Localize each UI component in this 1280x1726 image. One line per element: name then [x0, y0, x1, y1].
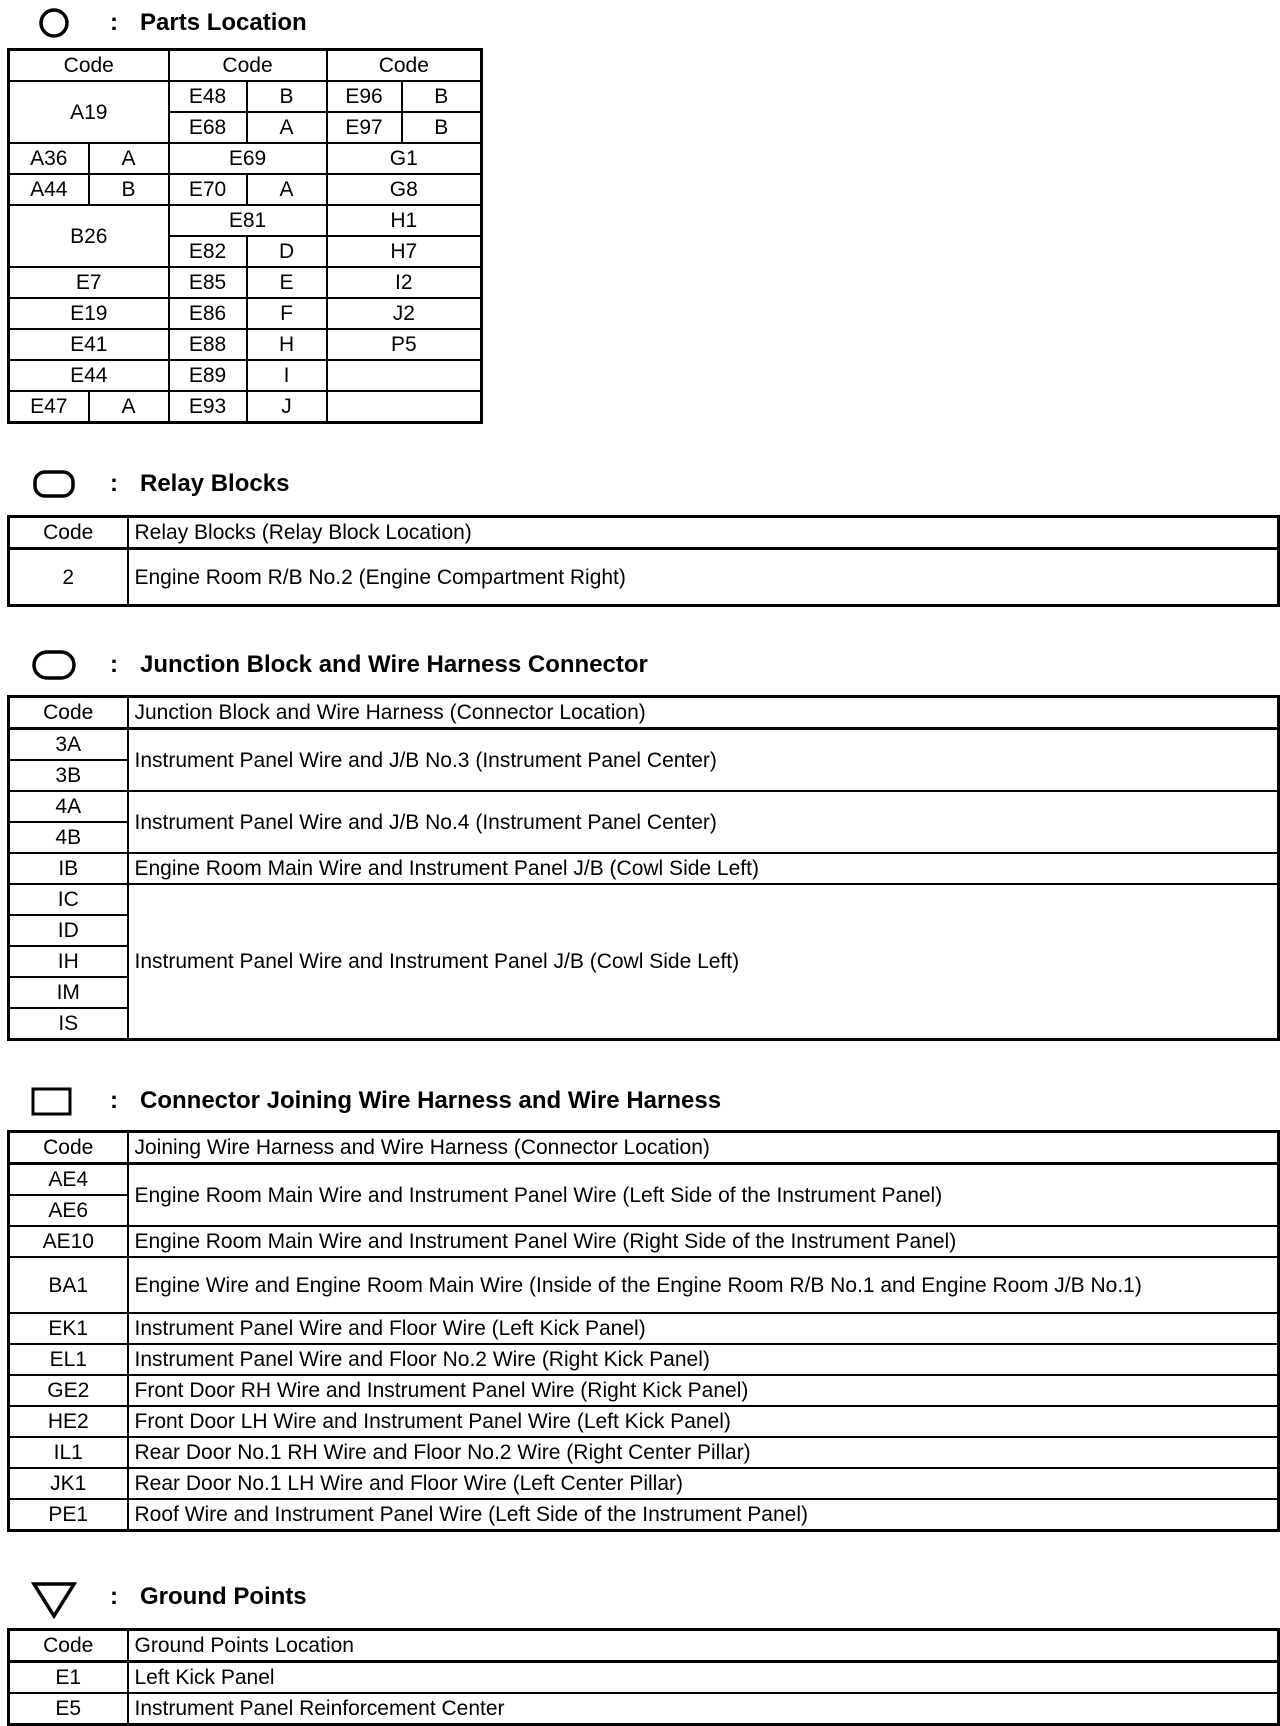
junction-block-title: Junction Block and Wire Harness Connector [140, 651, 648, 678]
junction-block-heading [28, 648, 648, 682]
table-row [9, 1164, 1279, 1196]
part-code: E97 [327, 112, 402, 143]
table-row [9, 791, 1279, 822]
location-cell: Instrument Panel Wire and Floor Wire (Left Kick Panel) [128, 1313, 1279, 1344]
part-code: E44 [9, 360, 169, 391]
circle-icon [28, 6, 80, 40]
code-cell: 4A [9, 791, 128, 822]
connector-joining-title: Connector Joining Wire Harness and Wire Harness [140, 1087, 722, 1114]
part-code: A36 [9, 143, 89, 174]
part-sub-code: A [89, 143, 169, 174]
ground-points-table [7, 1628, 1280, 1726]
part-code: E86 [169, 298, 247, 329]
code-cell: AE6 [9, 1195, 128, 1226]
part-sub-code: I [247, 360, 327, 391]
header-row [9, 1630, 1279, 1662]
part-code: E7 [9, 267, 169, 298]
part-sub-code: F [247, 298, 327, 329]
square-icon [28, 1084, 80, 1118]
part-code: E19 [9, 298, 169, 329]
part-code: E47 [9, 391, 89, 423]
part-code: G8 [327, 174, 482, 205]
location-cell: Engine Room Main Wire and Instrument Panel J/B (Cowl Side Left) [128, 853, 1279, 884]
part-code: E85 [169, 267, 247, 298]
location-cell: Instrument Panel Wire and J/B No.3 (Instrument Panel Center) [128, 729, 1279, 792]
junction-block-table [7, 695, 1280, 1041]
code-cell: ID [9, 915, 128, 946]
part-code: E82 [169, 236, 247, 267]
relay-blocks-table [7, 515, 1280, 607]
table-row [9, 1344, 1279, 1375]
part-code: E69 [169, 143, 327, 174]
table-row [9, 1226, 1279, 1257]
part-code: E68 [169, 112, 247, 143]
code-cell: E1 [9, 1662, 128, 1694]
location-cell: Engine Wire and Engine Room Main Wire (Inside of the Engine Room R/B No.1 and Engine Room J/B No.1) [128, 1257, 1279, 1313]
part-code: E41 [9, 329, 169, 360]
parts-location-table [7, 48, 483, 424]
part-code: E48 [169, 81, 247, 112]
table-row [9, 1437, 1279, 1468]
code-cell: IH [9, 946, 128, 977]
code-header: Code [9, 697, 128, 729]
code-cell: IB [9, 853, 128, 884]
table-row [9, 1257, 1279, 1313]
part-code: E88 [169, 329, 247, 360]
heading-colon: : [110, 1087, 118, 1114]
location-cell: Rear Door No.1 RH Wire and Floor No.2 Wire (Right Center Pillar) [128, 1437, 1279, 1468]
code-header: Code [9, 50, 169, 82]
header-row [9, 517, 1279, 549]
location-cell: Left Kick Panel [128, 1662, 1279, 1694]
table-row [9, 1499, 1279, 1531]
code-cell: BA1 [9, 1257, 128, 1313]
relay-blocks-title: Relay Blocks [140, 470, 290, 497]
part-code: E96 [327, 81, 402, 112]
down-triangle-icon [28, 1580, 80, 1614]
code-cell: AE10 [9, 1226, 128, 1257]
table-row [9, 729, 1279, 761]
code-cell: 3B [9, 760, 128, 791]
location-cell: Engine Room Main Wire and Instrument Panel Wire (Right Side of the Instrument Panel) [128, 1226, 1279, 1257]
part-code: E93 [169, 391, 247, 423]
table-row [9, 1406, 1279, 1437]
location-cell: Engine Room R/B No.2 (Engine Compartment Right) [128, 549, 1279, 606]
table-row [9, 1662, 1279, 1694]
code-cell: PE1 [9, 1499, 128, 1531]
oval-icon [28, 648, 80, 682]
location-cell: Front Door LH Wire and Instrument Panel Wire (Left Kick Panel) [128, 1406, 1279, 1437]
heading-colon: : [110, 651, 118, 678]
location-header: Ground Points Location [128, 1630, 1279, 1662]
parts-location-title: Parts Location [140, 9, 307, 36]
location-cell: Front Door RH Wire and Instrument Panel Wire (Right Kick Panel) [128, 1375, 1279, 1406]
heading-colon: : [110, 470, 118, 497]
part-code: I2 [327, 267, 482, 298]
part-code: H1 [327, 205, 482, 236]
table-row [9, 1375, 1279, 1406]
parts-location-heading [28, 6, 307, 40]
relay-blocks-heading [28, 467, 289, 501]
code-cell: IM [9, 977, 128, 1008]
rounded-rect-icon [28, 467, 80, 501]
part-code: H7 [327, 236, 482, 267]
code-header: Code [9, 1630, 128, 1662]
connector-joining-heading [28, 1084, 721, 1118]
part-sub-code: B [402, 112, 482, 143]
empty-cell [327, 360, 482, 391]
location-cell: Instrument Panel Wire and Floor No.2 Wire (Right Kick Panel) [128, 1344, 1279, 1375]
table-row [9, 1468, 1279, 1499]
code-cell: AE4 [9, 1164, 128, 1196]
part-code: G1 [327, 143, 482, 174]
heading-colon: : [110, 1583, 118, 1610]
code-cell: EL1 [9, 1344, 128, 1375]
part-sub-code: J [247, 391, 327, 423]
location-cell: Engine Room Main Wire and Instrument Panel Wire (Left Side of the Instrument Panel) [128, 1164, 1279, 1227]
code-cell: JK1 [9, 1468, 128, 1499]
table-row [9, 853, 1279, 884]
part-code: A44 [9, 174, 89, 205]
code-header: Code [169, 50, 327, 82]
connector-joining-table [7, 1130, 1280, 1532]
location-header: Joining Wire Harness and Wire Harness (Connector Location) [128, 1132, 1279, 1164]
part-sub-code: A [89, 391, 169, 423]
code-cell: E5 [9, 1693, 128, 1725]
location-cell: Rear Door No.1 LH Wire and Floor Wire (Left Center Pillar) [128, 1468, 1279, 1499]
part-sub-code: D [247, 236, 327, 267]
part-code: P5 [327, 329, 482, 360]
part-code: A19 [9, 81, 169, 143]
heading-colon: : [110, 9, 118, 36]
part-code: E70 [169, 174, 247, 205]
part-code: E89 [169, 360, 247, 391]
code-cell: IL1 [9, 1437, 128, 1468]
part-code: B26 [9, 205, 169, 267]
code-cell: 4B [9, 822, 128, 853]
table-row [9, 549, 1279, 606]
code-header: Code [327, 50, 482, 82]
header-row [9, 1132, 1279, 1164]
part-sub-code: A [247, 174, 327, 205]
header-row [9, 697, 1279, 729]
location-cell: Roof Wire and Instrument Panel Wire (Left Side of the Instrument Panel) [128, 1499, 1279, 1531]
part-sub-code: H [247, 329, 327, 360]
code-cell: 3A [9, 729, 128, 761]
part-code: E81 [169, 205, 327, 236]
part-code: J2 [327, 298, 482, 329]
part-sub-code: A [247, 112, 327, 143]
ground-points-title: Ground Points [140, 1583, 307, 1610]
part-sub-code: B [247, 81, 327, 112]
code-cell: 2 [9, 549, 128, 606]
code-cell: GE2 [9, 1375, 128, 1406]
location-cell: Instrument Panel Wire and Instrument Panel J/B (Cowl Side Left) [128, 884, 1279, 1040]
code-cell: EK1 [9, 1313, 128, 1344]
location-cell: Instrument Panel Wire and J/B No.4 (Instrument Panel Center) [128, 791, 1279, 853]
code-cell: HE2 [9, 1406, 128, 1437]
ground-points-heading [28, 1580, 307, 1614]
location-header: Junction Block and Wire Harness (Connector Location) [128, 697, 1279, 729]
code-cell: IS [9, 1008, 128, 1040]
table-row [9, 1313, 1279, 1344]
location-cell: Instrument Panel Reinforcement Center [128, 1693, 1279, 1725]
empty-cell [327, 391, 482, 423]
part-sub-code: B [402, 81, 482, 112]
code-header: Code [9, 517, 128, 549]
part-sub-code: B [89, 174, 169, 205]
code-header: Code [9, 1132, 128, 1164]
location-header: Relay Blocks (Relay Block Location) [128, 517, 1279, 549]
table-row [9, 884, 1279, 915]
code-cell: IC [9, 884, 128, 915]
part-sub-code: E [247, 267, 327, 298]
